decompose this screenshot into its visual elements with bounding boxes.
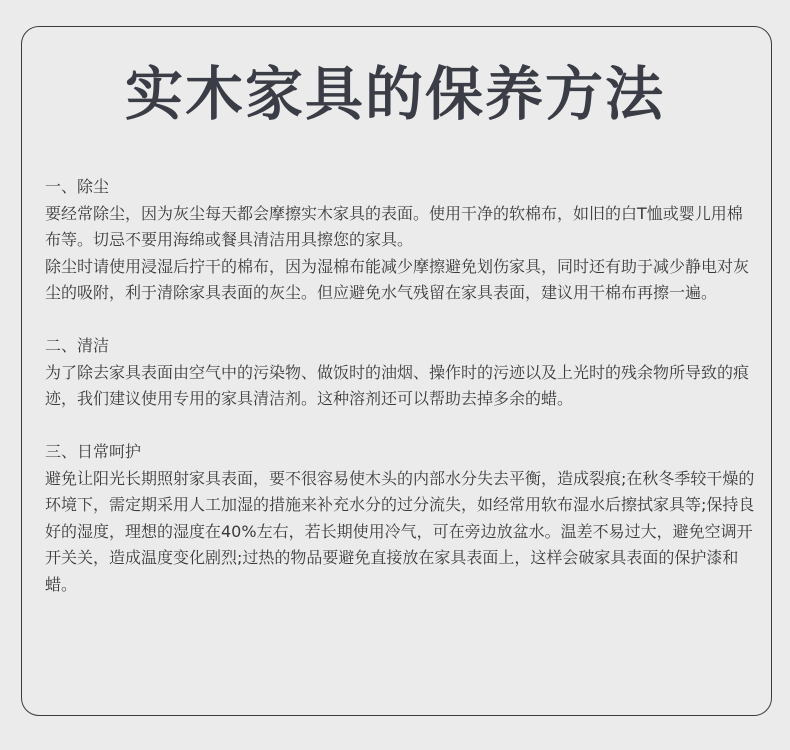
section-cleaning: [45, 333, 755, 413]
section-dusting: [45, 174, 755, 307]
section-heading: 一、除尘: [45, 177, 110, 196]
section-paragraph: 要经常除尘，因为灰尘每天都会摩擦实木家具的表面。使用干净的软棉布，如旧的白T恤或婴儿用棉布等。切忌不要用海绵或餐具清洁用具擦您的家具。: [45, 203, 743, 249]
section-heading: 三、日常呵护: [45, 442, 142, 461]
section-heading: 二、清洁: [45, 336, 110, 355]
section-daily-care: [45, 439, 755, 598]
section-paragraph: 避免让阳光长期照射家具表面，要不很容易使木头的内部水分失去平衡，造成裂痕;在秋冬季较干燥的环境下，需定期采用人工加湿的措施来补充水分的过分流失，如经常用软布湿水后擦拭家具等;保持良好的湿度，理想的湿度在40%左右，若长期使用冷气，可在旁边放盆水。温差不易过大，避免空调开开关关，造成温度变化剧烈;过热的物品要避免直接放在家具表面上，这样会破家具表面的保护漆和蜡。: [45, 468, 755, 594]
section-paragraph: 除尘时请使用浸湿后拧干的棉布，因为湿棉布能减少摩擦避免划伤家具，同时还有助于减少静电对灰尘的吸附，利于清除家具表面的灰尘。但应避免水气残留在家具表面，建议用干棉布再擦一遍。: [45, 256, 750, 302]
article-body: [45, 174, 755, 625]
section-paragraph: 为了除去家具表面由空气中的污染物、做饭时的油烟、操作时的污迹以及上光时的残余物所导致的痕迹，我们建议使用专用的家具清洁剂。这种溶剂还可以帮助去掉多余的蜡。: [45, 362, 750, 408]
page-title: 实木家具的保养方法: [124, 60, 665, 128]
